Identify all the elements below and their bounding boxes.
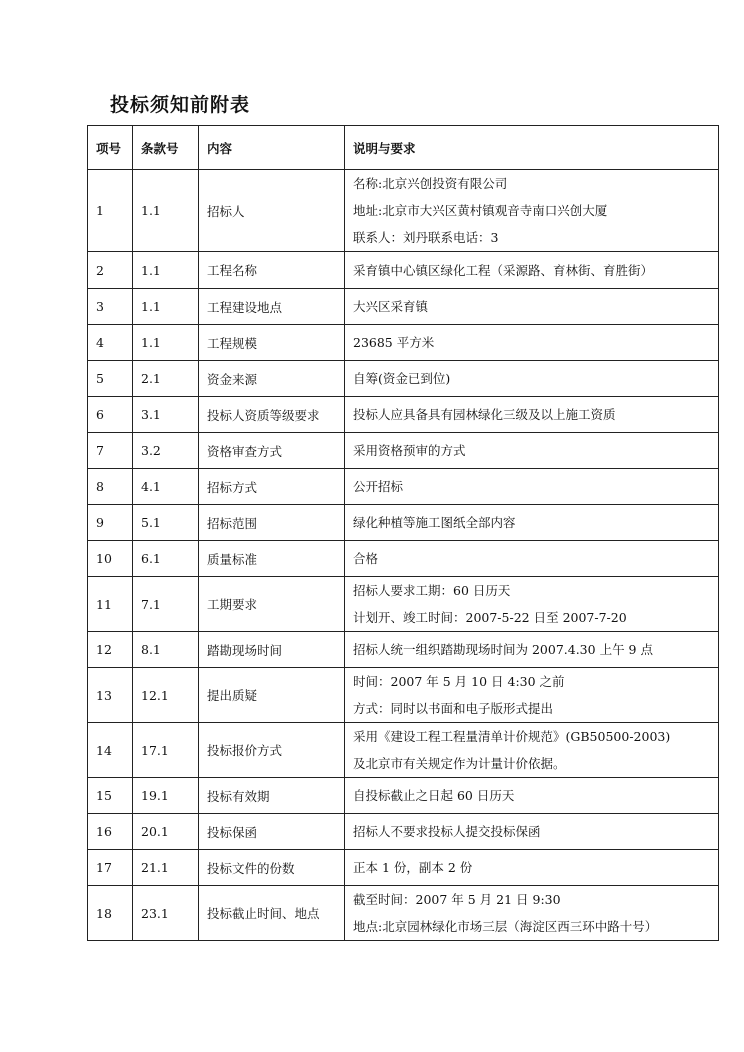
row-desc [345,397,719,433]
table-row [88,814,719,850]
desc-line: 及北京市有关规定作为计量计价依据。 [353,756,566,771]
row-no: 10 [88,541,133,577]
desc-line: 招标人要求工期：60 日历天 [353,583,511,598]
row-clause: 1.1 [133,325,199,361]
row-content: 投标截止时间、地点 [199,886,345,941]
row-no: 16 [88,814,133,850]
desc-line: 方式：同时以书面和电子版形式提出 [353,701,554,716]
desc-line: 名称:北京兴创投资有限公司 [353,176,508,191]
header-row [88,126,719,170]
desc-line: 地址:北京市大兴区黄村镇观音寺南口兴创大厦 [353,203,608,218]
row-content: 投标报价方式 [199,723,345,778]
row-content: 工程建设地点 [199,289,345,325]
row-desc [345,469,719,505]
table-row [88,505,719,541]
row-content: 投标文件的份数 [199,850,345,886]
table-row [88,886,719,941]
desc-line: 时间：2007 年 5 月 10 日 4:30 之前 [353,674,565,689]
row-no: 2 [88,252,133,289]
table-row [88,433,719,469]
row-content: 资格审查方式 [199,433,345,469]
row-desc [345,632,719,668]
row-desc [345,723,719,778]
row-clause: 2.1 [133,361,199,397]
row-no: 9 [88,505,133,541]
row-desc [345,170,719,252]
row-clause: 17.1 [133,723,199,778]
table-row [88,289,719,325]
desc-line: 地点:北京园林绿化市场三层（海淀区西三环中路十号） [353,919,658,934]
row-no: 1 [88,170,133,252]
row-clause: 1.1 [133,289,199,325]
desc-line: 采用资格预审的方式 [353,443,466,458]
row-content: 提出质疑 [199,668,345,723]
table-row [88,778,719,814]
row-no: 11 [88,577,133,632]
row-desc [345,886,719,941]
row-content: 投标人资质等级要求 [199,397,345,433]
row-desc [345,778,719,814]
row-content: 工程规模 [199,325,345,361]
table-row [88,668,719,723]
header-content: 内容 [199,126,345,170]
desc-line: 招标人统一组织踏勘现场时间为 2007.4.30 上午 9 点 [353,642,653,657]
row-no: 18 [88,886,133,941]
row-desc [345,325,719,361]
row-no: 15 [88,778,133,814]
desc-line: 联系人：刘丹联系电话：3 [353,230,499,245]
row-clause: 7.1 [133,577,199,632]
row-desc [345,505,719,541]
bid-notice-table [87,125,719,941]
row-desc [345,668,719,723]
row-clause: 1.1 [133,252,199,289]
desc-line: 投标人应具备具有园林绿化三级及以上施工资质 [353,407,616,422]
row-no: 14 [88,723,133,778]
table-row [88,850,719,886]
row-desc [345,361,719,397]
row-content: 投标保函 [199,814,345,850]
desc-line: 公开招标 [353,479,404,494]
desc-line: 大兴区采育镇 [353,299,429,314]
desc-line: 正本 1 份，副本 2 份 [353,860,473,875]
row-clause: 1.1 [133,170,199,252]
row-no: 8 [88,469,133,505]
row-no: 13 [88,668,133,723]
row-desc [345,289,719,325]
row-desc [345,433,719,469]
desc-line: 自投标截止之日起 60 日历天 [353,788,515,803]
row-content: 招标范围 [199,505,345,541]
desc-line: 计划开、竣工时间：2007-5-22 日至 2007-7-20 [353,610,627,625]
table-row [88,469,719,505]
row-content: 质量标准 [199,541,345,577]
table-row [88,632,719,668]
header-no: 项号 [88,126,133,170]
row-clause: 23.1 [133,886,199,941]
row-desc [345,541,719,577]
row-clause: 4.1 [133,469,199,505]
row-desc [345,252,719,289]
desc-line: 23685 平方米 [353,335,435,350]
row-clause: 3.1 [133,397,199,433]
table-row [88,723,719,778]
desc-line: 招标人不要求投标人提交投标保函 [353,824,541,839]
header-desc: 说明与要求 [345,126,719,170]
row-desc [345,814,719,850]
row-no: 6 [88,397,133,433]
row-content: 招标人 [199,170,345,252]
row-content: 工期要求 [199,577,345,632]
row-clause: 19.1 [133,778,199,814]
row-clause: 6.1 [133,541,199,577]
row-clause: 3.2 [133,433,199,469]
row-no: 5 [88,361,133,397]
row-no: 17 [88,850,133,886]
table-row [88,361,719,397]
row-no: 4 [88,325,133,361]
page-title: 投标须知前附表 [110,94,251,116]
desc-line: 采育镇中心镇区绿化工程（采源路、育林街、育胜街） [353,262,654,278]
desc-line: 合格 [353,551,379,566]
table-row [88,325,719,361]
row-content: 招标方式 [199,469,345,505]
row-clause: 8.1 [133,632,199,668]
row-no: 7 [88,433,133,469]
row-no: 12 [88,632,133,668]
table-row [88,577,719,632]
row-clause: 21.1 [133,850,199,886]
table-row [88,170,719,252]
table-row [88,541,719,577]
row-clause: 5.1 [133,505,199,541]
table-row [88,397,719,433]
desc-line: 截至时间：2007 年 5 月 21 日 9:30 [353,892,561,907]
row-clause: 12.1 [133,668,199,723]
row-content: 投标有效期 [199,778,345,814]
desc-line: 自筹(资金已到位) [353,371,451,386]
header-clause: 条款号 [133,126,199,170]
desc-line: 绿化种植等施工图纸全部内容 [353,515,516,530]
row-content: 资金来源 [199,361,345,397]
row-desc [345,577,719,632]
row-no: 3 [88,289,133,325]
row-clause: 20.1 [133,814,199,850]
desc-line: 采用《建设工程工程量清单计价规范》(GB50500-2003) [353,729,671,744]
row-content: 踏勘现场时间 [199,632,345,668]
row-content: 工程名称 [199,252,345,289]
table-row [88,252,719,289]
row-desc [345,850,719,886]
